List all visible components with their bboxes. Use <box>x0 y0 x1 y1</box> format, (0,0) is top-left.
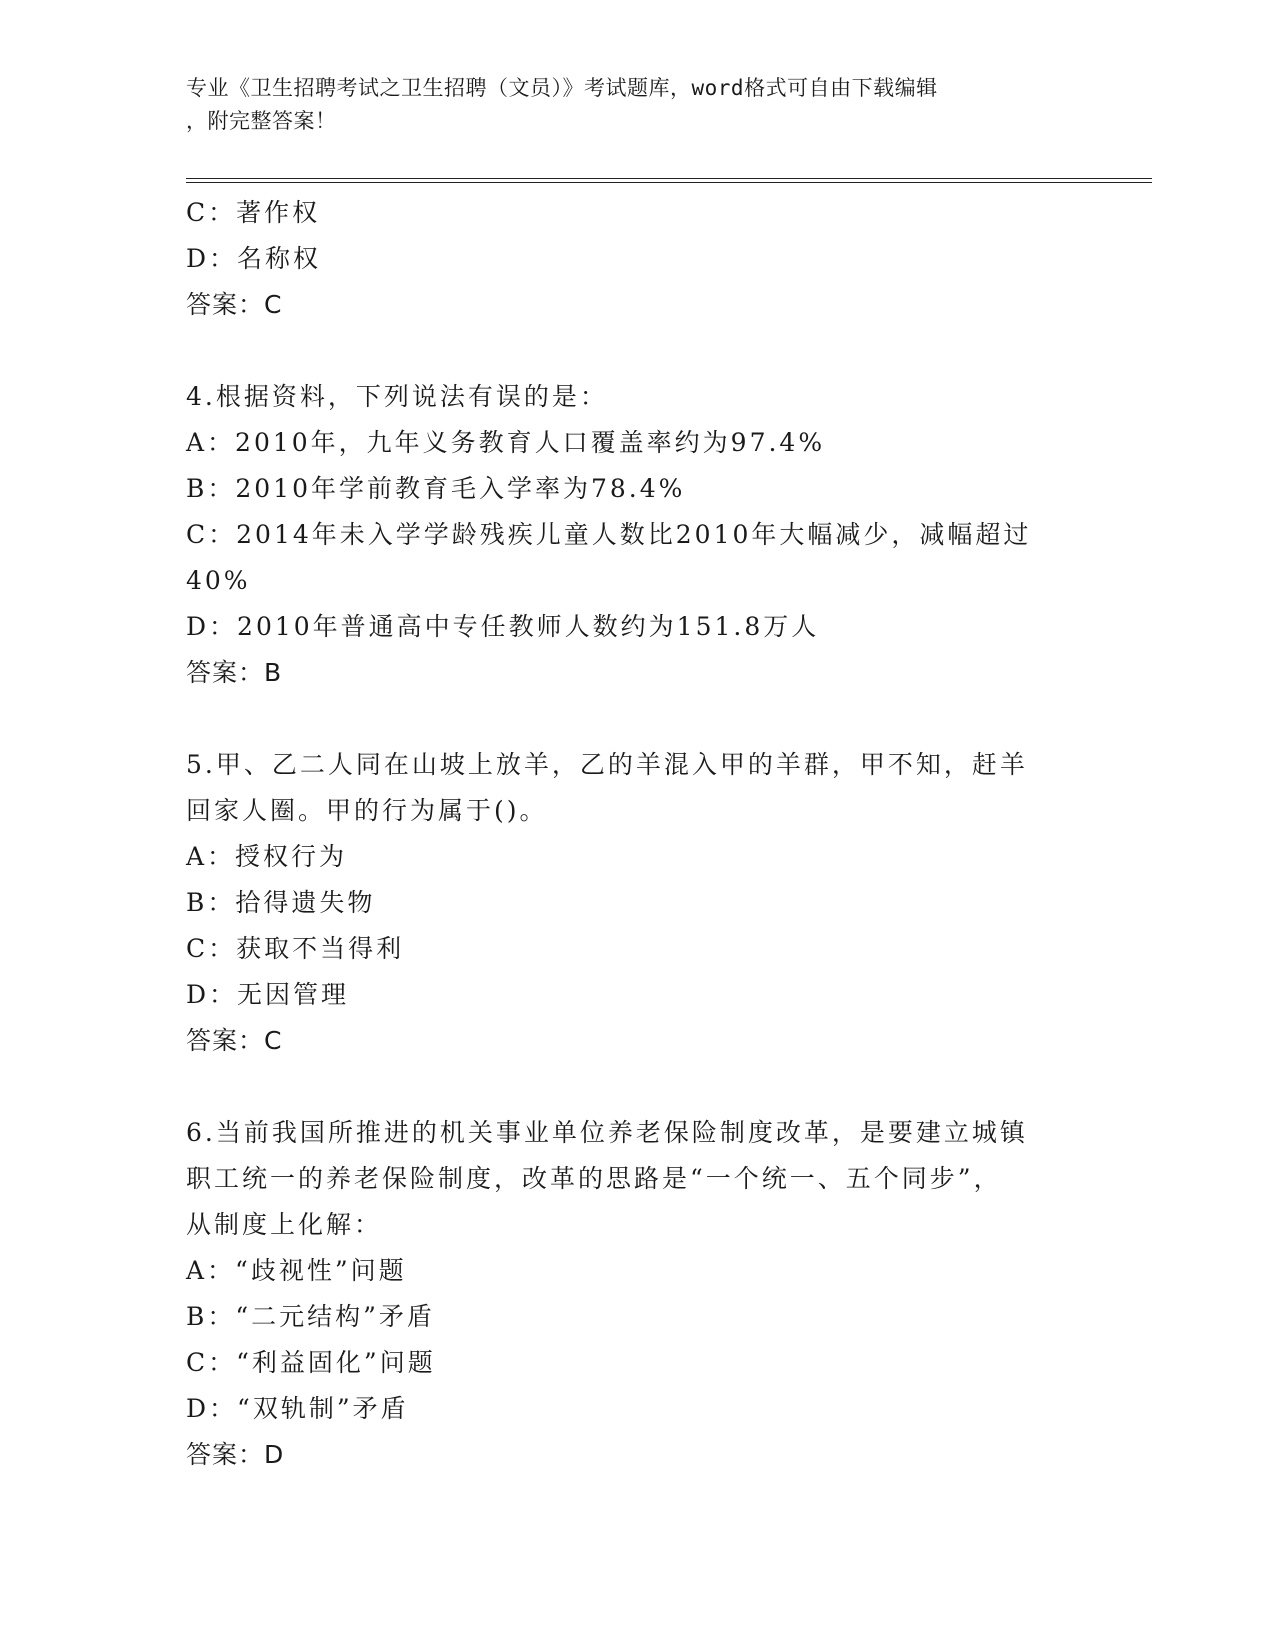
question-3 <box>186 190 1066 328</box>
q6-option-a: A：“歧视性”问题 <box>186 1256 407 1285</box>
q4-option-c-line-1: C：2014年未入学学龄残疾儿童人数比2010年大幅减少，减幅超过 <box>186 520 1032 549</box>
q4-stem: 4.根据资料，下列说法有误的是： <box>186 382 608 411</box>
spacer <box>186 1064 1066 1110</box>
q4-option-b: B：2010年学前教育毛入学率为78.4% <box>186 474 686 503</box>
q5-stem-line-2: 回家人圈。甲的行为属于()。 <box>186 796 548 825</box>
spacer <box>186 328 1066 374</box>
q4-option-c-line-2: 40% <box>186 566 251 595</box>
header-line-2: ，附完整答案！ <box>186 109 337 133</box>
q4-answer: 答案：B <box>186 658 283 687</box>
header-rule-top <box>186 178 1152 179</box>
q5-option-a: A：授权行为 <box>186 842 348 871</box>
q3-option-d: D：名称权 <box>186 244 322 273</box>
q6-option-d: D：“双轨制”矛盾 <box>186 1394 409 1423</box>
question-6 <box>186 1110 1066 1478</box>
question-4 <box>186 374 1066 696</box>
q4-option-d: D：2010年普通高中专任教师人数约为151.8万人 <box>186 612 820 641</box>
spacer <box>186 696 1066 742</box>
q4-option-a: A：2010年，九年义务教育人口覆盖率约为97.4% <box>186 428 826 457</box>
q5-option-b: B：拾得遗失物 <box>186 888 376 917</box>
q5-option-d: D：无因管理 <box>186 980 350 1009</box>
q6-stem-line-2: 职工统一的养老保险制度，改革的思路是“一个统一、五个同步”， <box>186 1164 1002 1193</box>
q5-option-c: C：获取不当得利 <box>186 934 405 963</box>
q3-answer: 答案：C <box>186 290 283 319</box>
q6-stem-line-1: 6.当前我国所推进的机关事业单位养老保险制度改革，是要建立城镇 <box>186 1118 1028 1147</box>
header-rule-bottom <box>186 182 1152 183</box>
document-header <box>186 72 1066 138</box>
q6-stem-line-3: 从制度上化解： <box>186 1210 383 1239</box>
q5-answer: 答案：C <box>186 1026 283 1055</box>
question-list <box>186 190 1066 1478</box>
q5-stem-line-1: 5.甲、乙二人同在山坡上放羊，乙的羊混入甲的羊群，甲不知，赶羊 <box>186 750 1028 779</box>
header-line-1: 专业《卫生招聘考试之卫生招聘（文员）》考试题库，word格式可自由下载编辑 <box>186 76 938 100</box>
q3-option-c: C：著作权 <box>186 198 321 227</box>
q6-option-c: C：“利益固化”问题 <box>186 1348 436 1377</box>
question-5 <box>186 742 1066 1064</box>
q6-answer: 答案：D <box>186 1440 285 1469</box>
q6-option-b: B：“二元结构”矛盾 <box>186 1302 435 1331</box>
